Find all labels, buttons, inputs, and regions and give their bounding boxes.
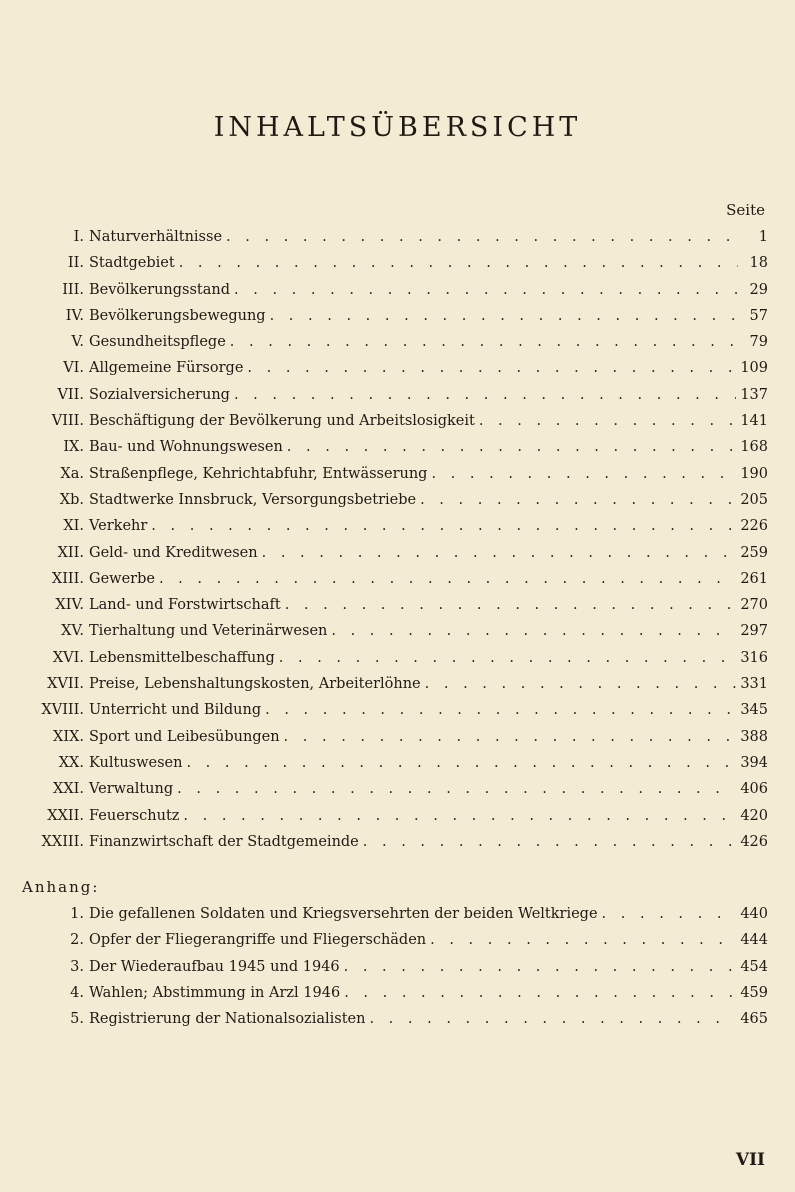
toc-entry bbox=[22, 492, 768, 518]
entry-page: 270 bbox=[740, 597, 768, 614]
entry-page: 190 bbox=[740, 465, 768, 482]
toc-entry bbox=[22, 255, 768, 281]
entry-page: 440 bbox=[740, 906, 768, 922]
leader-dots bbox=[331, 623, 736, 639]
entry-page: 1 bbox=[758, 229, 768, 245]
entry-page: 459 bbox=[740, 984, 768, 1001]
entry-page: 226 bbox=[740, 518, 768, 535]
appendix-list bbox=[22, 906, 768, 1037]
appendix-entry bbox=[22, 1011, 768, 1037]
entry-title: Finanzwirtschaft der Stadtgemeinde bbox=[89, 833, 359, 850]
entry-title: Kultuswesen bbox=[89, 754, 183, 771]
entry-number: V. bbox=[71, 334, 84, 351]
entry-number: IX. bbox=[63, 439, 84, 456]
toc-entry bbox=[22, 623, 768, 649]
toc-entry bbox=[22, 545, 768, 571]
entry-number: Xa. bbox=[60, 465, 84, 482]
entry-page: 18 bbox=[749, 255, 768, 272]
entry-title: Lebensmittelbeschaffung bbox=[89, 649, 275, 666]
entry-number: XXIII. bbox=[41, 833, 84, 850]
entry-page: 259 bbox=[740, 544, 768, 561]
entry-title: Geld- und Kreditwesen bbox=[89, 544, 258, 561]
entry-page: 420 bbox=[740, 807, 768, 824]
entry-title: Unterricht und Bildung bbox=[89, 702, 262, 719]
toc-entry bbox=[22, 334, 768, 360]
entry-number: XIII. bbox=[51, 570, 84, 587]
leader-dots bbox=[420, 492, 736, 508]
entry-title: Naturverhältnisse bbox=[89, 229, 223, 245]
table-of-contents bbox=[22, 229, 768, 860]
entry-number: 3. bbox=[70, 958, 84, 975]
entry-number: XVIII. bbox=[41, 702, 84, 719]
entry-number: Xb. bbox=[59, 491, 84, 508]
entry-number: XVI. bbox=[52, 649, 84, 666]
entry-page: 394 bbox=[740, 754, 768, 771]
entry-number: XIX. bbox=[53, 728, 84, 745]
entry-number: I. bbox=[73, 229, 84, 245]
leader-dots bbox=[602, 906, 737, 922]
leader-dots bbox=[179, 255, 738, 271]
entry-number: 4. bbox=[70, 984, 84, 1001]
entry-number: VII. bbox=[57, 386, 84, 403]
leader-dots bbox=[425, 676, 737, 692]
entry-title: Tierhaltung und Veterinärwesen bbox=[89, 623, 328, 640]
entry-number: XII. bbox=[57, 544, 84, 561]
entry-number: XIV. bbox=[55, 597, 84, 614]
appendix-entry bbox=[22, 985, 768, 1011]
entry-page: 426 bbox=[740, 833, 768, 850]
entry-page: 79 bbox=[749, 334, 768, 351]
leader-dots bbox=[287, 439, 737, 455]
leader-dots bbox=[183, 808, 736, 824]
toc-entry bbox=[22, 755, 768, 781]
leader-dots bbox=[284, 729, 737, 745]
appendix-entry bbox=[22, 906, 768, 932]
leader-dots bbox=[285, 597, 737, 613]
leader-dots bbox=[270, 308, 738, 324]
leader-dots bbox=[159, 571, 736, 587]
toc-entry bbox=[22, 781, 768, 807]
entry-title: Bevölkerungsstand bbox=[89, 281, 231, 298]
entry-number: II. bbox=[67, 255, 84, 272]
entry-page: 444 bbox=[740, 932, 768, 949]
entry-title: Opfer der Fliegerangriffe und Fliegerschäden bbox=[89, 932, 427, 949]
entry-number: XVII. bbox=[47, 676, 84, 693]
entry-title: Registrierung der Nationalsozialisten bbox=[89, 1011, 366, 1028]
entry-title: Preise, Lebenshaltungskosten, Arbeiterlöhne bbox=[89, 676, 421, 693]
entry-title: Feuerschutz bbox=[89, 807, 180, 824]
toc-entry bbox=[22, 518, 768, 544]
entry-number: III. bbox=[62, 281, 84, 298]
entry-title: Die gefallenen Soldaten und Kriegsversehrten der beiden Weltkriege bbox=[89, 906, 598, 922]
leader-dots bbox=[363, 834, 737, 850]
entry-page: 57 bbox=[749, 307, 768, 324]
leader-dots bbox=[177, 781, 736, 797]
entry-number: XI. bbox=[63, 518, 84, 535]
entry-title: Verwaltung bbox=[89, 781, 174, 798]
entry-page: 137 bbox=[740, 386, 768, 403]
appendix-header: Anhang: bbox=[22, 878, 100, 896]
leader-dots bbox=[262, 545, 737, 561]
toc-entry bbox=[22, 308, 768, 334]
entry-title: Stadtgebiet bbox=[89, 255, 175, 272]
entry-number: XX. bbox=[58, 754, 84, 771]
page-column-header: Seite bbox=[726, 201, 765, 219]
leader-dots bbox=[369, 1011, 736, 1027]
leader-dots bbox=[344, 985, 736, 1001]
entry-number: VI. bbox=[63, 360, 84, 377]
entry-page: 388 bbox=[740, 728, 768, 745]
toc-entry bbox=[22, 360, 768, 386]
leader-dots bbox=[234, 387, 736, 403]
toc-entry bbox=[22, 466, 768, 492]
entry-page: 29 bbox=[749, 281, 768, 298]
leader-dots bbox=[479, 413, 736, 429]
toc-entry bbox=[22, 229, 768, 255]
entry-title: Bau- und Wohnungswesen bbox=[89, 439, 283, 456]
entry-title: Gewerbe bbox=[89, 570, 155, 587]
entry-page: 454 bbox=[740, 958, 768, 975]
entry-page: 331 bbox=[740, 676, 768, 693]
entry-title: Der Wiederaufbau 1945 und 1946 bbox=[89, 958, 340, 975]
leader-dots bbox=[279, 650, 737, 666]
page-title: INHALTSÜBERSICHT bbox=[213, 112, 582, 143]
leader-dots bbox=[230, 334, 738, 350]
toc-entry bbox=[22, 597, 768, 623]
leader-dots bbox=[431, 466, 736, 482]
toc-entry bbox=[22, 413, 768, 439]
entry-page: 406 bbox=[740, 781, 768, 798]
toc-entry bbox=[22, 439, 768, 465]
page-number: VII bbox=[735, 1150, 765, 1170]
toc-entry bbox=[22, 571, 768, 597]
toc-entry bbox=[22, 729, 768, 755]
entry-page: 316 bbox=[740, 649, 768, 666]
entry-page: 465 bbox=[740, 1011, 768, 1028]
entry-title: Straßenpflege, Kehrichtabfuhr, Entwässerung bbox=[89, 465, 428, 482]
toc-entry bbox=[22, 702, 768, 728]
entry-page: 168 bbox=[740, 439, 768, 456]
entry-page: 141 bbox=[740, 413, 768, 430]
leader-dots bbox=[234, 282, 738, 298]
entry-page: 345 bbox=[740, 702, 768, 719]
entry-title: Wahlen; Abstimmung in Arzl 1946 bbox=[89, 984, 341, 1001]
entry-number: XXI. bbox=[53, 781, 84, 798]
leader-dots bbox=[265, 702, 736, 718]
entry-number: 5. bbox=[70, 1011, 84, 1028]
entry-page: 205 bbox=[740, 491, 768, 508]
entry-title: Gesundheitspflege bbox=[89, 334, 226, 351]
entry-number: IV. bbox=[65, 307, 84, 324]
toc-entry bbox=[22, 834, 768, 860]
entry-number: XV. bbox=[61, 623, 84, 640]
entry-title: Stadtwerke Innsbruck, Versorgungsbetriebe bbox=[89, 491, 417, 508]
entry-number: 1. bbox=[70, 906, 84, 922]
leader-dots bbox=[226, 229, 738, 245]
toc-entry bbox=[22, 387, 768, 413]
entry-title: Allgemeine Fürsorge bbox=[89, 360, 244, 377]
toc-entry bbox=[22, 808, 768, 834]
entry-number: XXII. bbox=[47, 807, 84, 824]
leader-dots bbox=[186, 755, 736, 771]
entry-page: 261 bbox=[740, 570, 768, 587]
entry-title: Bevölkerungsbewegung bbox=[89, 307, 266, 324]
entry-title: Verkehr bbox=[89, 518, 148, 535]
entry-title: Sozialversicherung bbox=[89, 386, 230, 403]
entry-title: Beschäftigung der Bevölkerung und Arbeitslosigkeit bbox=[89, 413, 475, 430]
toc-entry bbox=[22, 676, 768, 702]
entry-number: 2. bbox=[70, 932, 84, 949]
entry-title: Sport und Leibesübungen bbox=[89, 728, 280, 745]
toc-entry bbox=[22, 282, 768, 308]
toc-entry bbox=[22, 650, 768, 676]
entry-page: 297 bbox=[740, 623, 768, 640]
entry-page: 109 bbox=[740, 360, 768, 377]
appendix-entry bbox=[22, 959, 768, 985]
appendix-entry bbox=[22, 932, 768, 958]
leader-dots bbox=[247, 360, 736, 376]
entry-title: Land- und Forstwirtschaft bbox=[89, 597, 281, 614]
leader-dots bbox=[430, 932, 736, 948]
leader-dots bbox=[344, 959, 737, 975]
entry-number: VIII. bbox=[51, 413, 84, 430]
leader-dots bbox=[151, 518, 736, 534]
